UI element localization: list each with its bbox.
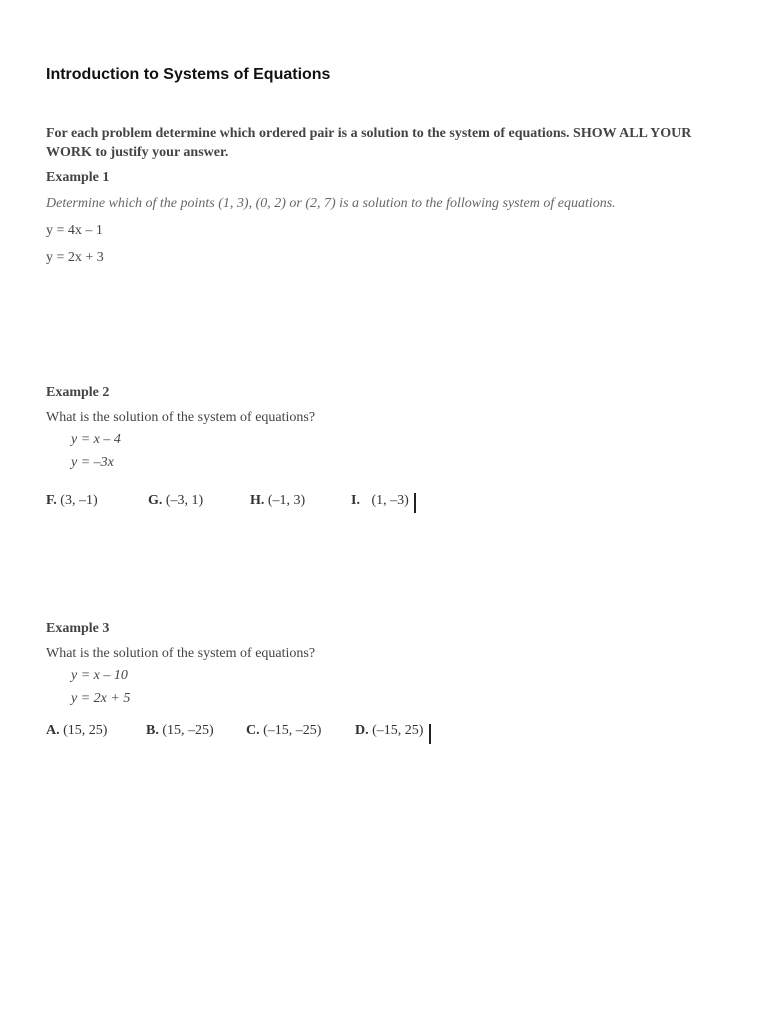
choice-letter: A. xyxy=(46,723,60,738)
choice-letter: B. xyxy=(146,723,159,738)
example-3-prompt: What is the solution of the system of equations? xyxy=(46,646,316,661)
choice-value: (3, –1) xyxy=(60,493,98,508)
example-3-equation-2: y = 2x + 5 xyxy=(71,691,131,706)
text-cursor xyxy=(429,724,431,744)
example-2-equation-2: y = –3x xyxy=(71,455,114,470)
choice-value: (15, 25) xyxy=(63,723,108,738)
example-2-equation-1: y = x – 4 xyxy=(71,432,121,447)
page-title: Introduction to Systems of Equations xyxy=(46,66,331,83)
choice-value: (–1, 3) xyxy=(267,493,306,508)
example-3-choice-d xyxy=(355,723,423,739)
choice-letter: G. xyxy=(148,493,163,508)
example-1-prompt: Determine which of the points (1, 3), (0, 2) or (2, 7) is a solution to the following system of equations. xyxy=(46,196,616,211)
example-2-choice-g xyxy=(148,493,203,509)
choice-letter: C. xyxy=(246,723,260,738)
example-1-label: Example 1 xyxy=(46,170,110,185)
example-2-prompt: What is the solution of the system of equations? xyxy=(46,410,316,425)
example-3-equation-1: y = x – 10 xyxy=(71,668,128,683)
choice-letter: D. xyxy=(355,723,369,738)
example-2-choice-h xyxy=(250,493,305,509)
example-1-equation-2: y = 2x + 3 xyxy=(46,250,104,265)
example-3-choice-a xyxy=(46,723,107,739)
choice-value: (15, –25) xyxy=(162,723,214,738)
choice-value: (–15, –25) xyxy=(263,723,322,738)
choice-value: (–3, 1) xyxy=(165,493,204,508)
choice-letter: H. xyxy=(250,493,265,508)
example-2-label: Example 2 xyxy=(46,385,110,400)
text-cursor xyxy=(414,493,416,513)
choice-letter: I. xyxy=(351,493,360,508)
example-1-equation-1: y = 4x – 1 xyxy=(46,223,103,238)
choice-value: (–15, 25) xyxy=(372,723,424,738)
instructions: For each problem determine which ordered pair is a solution to the system of equations. SHOW ALL YOUR WORK to justify your answer. xyxy=(46,126,692,160)
example-3-choice-c xyxy=(246,723,321,739)
example-2-choice-i xyxy=(351,493,409,509)
example-2-choice-f xyxy=(46,493,98,509)
example-3-choice-b xyxy=(146,723,214,739)
example-3-label: Example 3 xyxy=(46,621,110,636)
choice-value: (1, –3) xyxy=(371,493,409,508)
choice-letter: F. xyxy=(46,493,57,508)
